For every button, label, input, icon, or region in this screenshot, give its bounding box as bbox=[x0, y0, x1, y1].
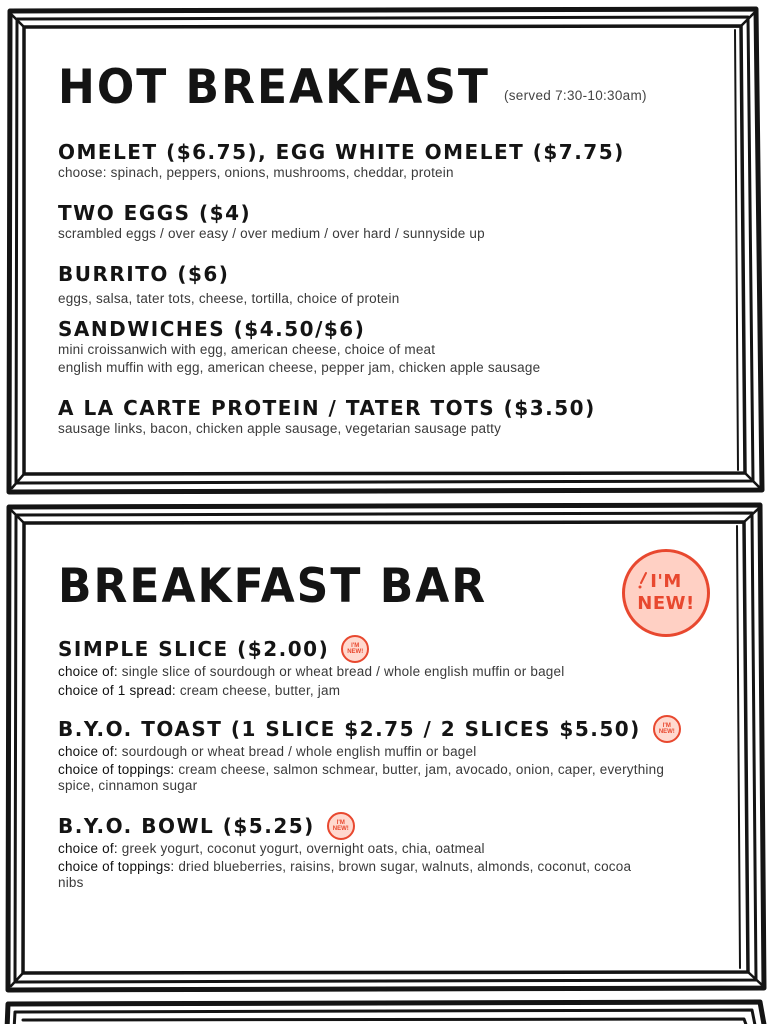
item-description: eggs, salsa, tater tots, cheese, tortilla, choice of protein bbox=[58, 291, 400, 306]
item-title: SIMPLE SLICE ($2.00) bbox=[58, 637, 330, 661]
item-description: sausage links, bacon, chicken apple sausage, vegetarian sausage patty bbox=[58, 421, 502, 436]
sparkle-icon bbox=[637, 572, 651, 592]
item-description: choice of: sourdough or wheat bread / whole english muffin or bagel bbox=[58, 744, 477, 759]
item-description: choice of 1 spread: cream cheese, butter, jam bbox=[58, 683, 341, 698]
item-title-row bbox=[58, 812, 708, 840]
item-title: BURRITO ($6) bbox=[58, 262, 230, 286]
item-title: TWO EGGS ($4) bbox=[58, 201, 252, 225]
menu-item-byo-bowl bbox=[58, 812, 708, 891]
hot-breakfast-title: HOT BREAKFAST bbox=[58, 59, 490, 115]
item-description: choice of: single slice of sourdough or wheat bread / whole english muffin or bagel bbox=[58, 664, 565, 679]
item-description: choice of toppings: dried blueberries, raisins, brown sugar, walnuts, almonds, coconut, cocoa nibs bbox=[58, 859, 632, 890]
menu-item-sandwiches bbox=[58, 317, 540, 377]
new-badge-line1: I'M bbox=[650, 571, 682, 592]
breakfast-bar-section bbox=[58, 558, 708, 890]
item-description: english muffin with egg, american cheese, pepper jam, chicken apple sausage bbox=[58, 360, 541, 375]
item-title: OMELET ($6.75), EGG WHITE OMELET ($7.75) bbox=[58, 140, 625, 164]
item-description: mini croissanwich with egg, american cheese, choice of meat bbox=[58, 342, 436, 357]
new-badge-large bbox=[622, 549, 710, 637]
menu-item-omelet bbox=[58, 140, 625, 182]
item-title-row bbox=[58, 635, 708, 663]
menu-item-a-la-carte bbox=[58, 396, 596, 438]
menu-item-burrito bbox=[58, 262, 399, 308]
new-badge-small: I'M NEW! bbox=[341, 635, 369, 663]
item-description: choice of: greek yogurt, coconut yogurt, overnight oats, chia, oatmeal bbox=[58, 841, 485, 856]
item-description: scrambled eggs / over easy / over medium / over hard / sunnyside up bbox=[58, 226, 485, 241]
item-description: choice of toppings: cream cheese, salmon schmear, butter, jam, avocado, onion, caper, everything spice, cinnamon sugar bbox=[58, 762, 665, 793]
new-badge-line2: NEW! bbox=[637, 593, 695, 614]
new-badge-small: I'M NEW! bbox=[327, 812, 355, 840]
item-title: SANDWICHES ($4.50/$6) bbox=[58, 317, 366, 341]
item-description: choose: spinach, peppers, onions, mushrooms, cheddar, protein bbox=[58, 165, 454, 180]
item-title-row bbox=[58, 715, 708, 743]
menu-item-simple-slice bbox=[58, 635, 708, 700]
hot-breakfast-section bbox=[58, 59, 708, 436]
menu-item-two-eggs bbox=[58, 201, 485, 243]
new-badge-small: I'M NEW! bbox=[653, 715, 681, 743]
item-title: B.Y.O. BOWL ($5.25) bbox=[58, 814, 315, 838]
menu-item-byo-toast bbox=[58, 715, 708, 794]
item-title: A LA CARTE PROTEIN / TATER TOTS ($3.50) bbox=[58, 396, 596, 420]
breakfast-bar-title: BREAKFAST BAR bbox=[58, 558, 488, 614]
item-title: B.Y.O. TOAST (1 SLICE $2.75 / 2 SLICES $5.50) bbox=[58, 717, 641, 741]
served-hours: (served 7:30-10:30am) bbox=[503, 88, 647, 103]
